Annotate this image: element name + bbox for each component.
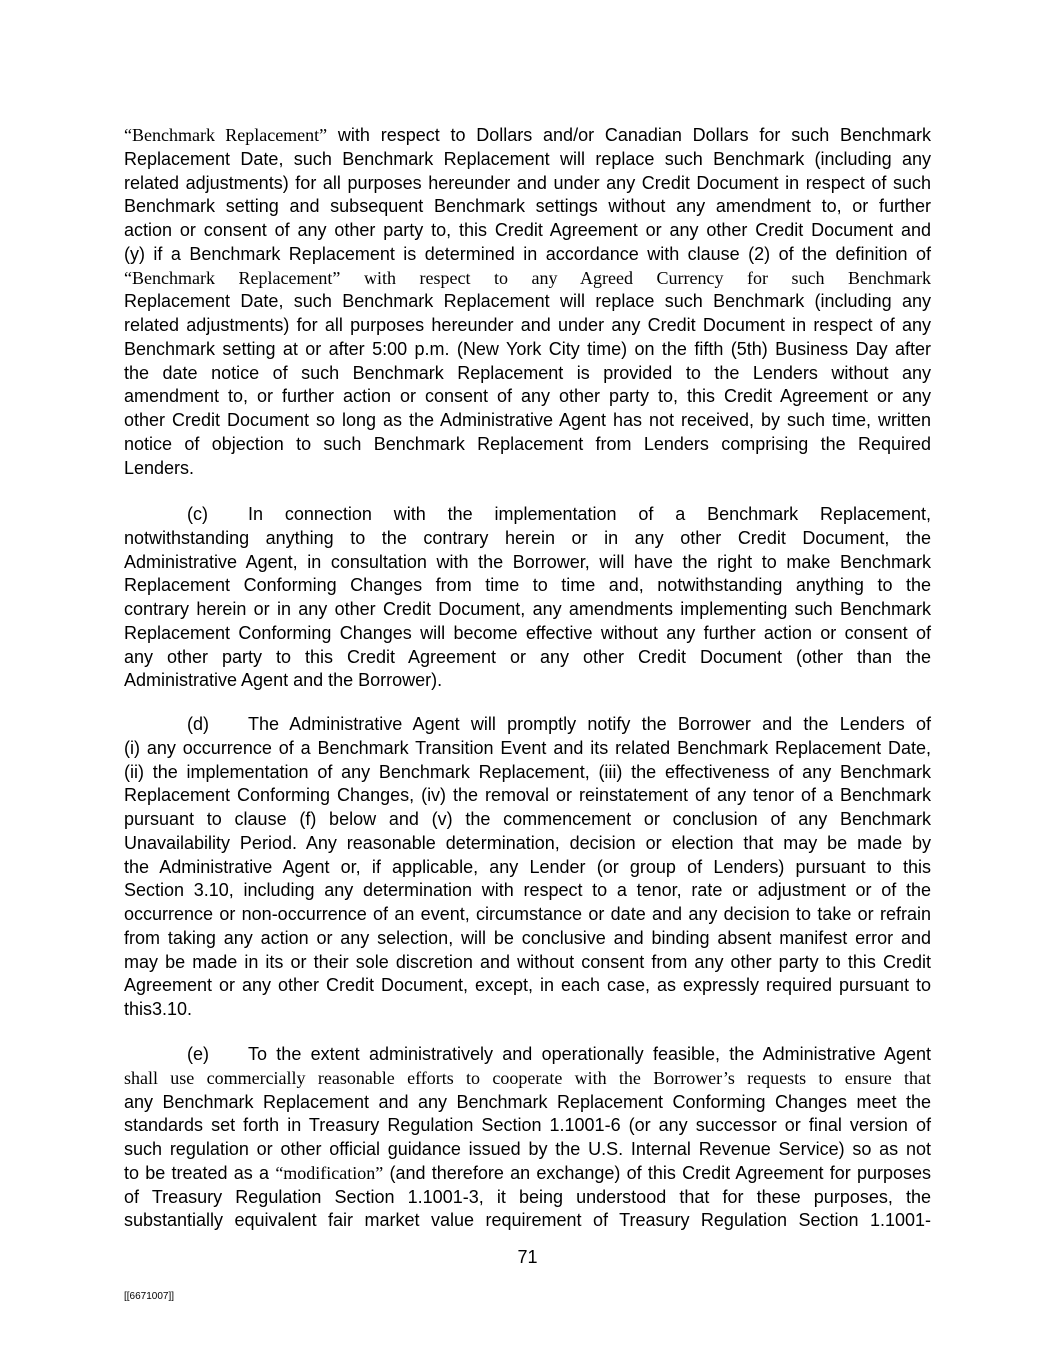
text-line: the Administrative Agent or, if applicable, any Lender (or group of Lenders) pursuant to this xyxy=(124,856,931,877)
line-text: (and therefore an exchange) of this Credit Agreement for purposes xyxy=(383,1162,931,1183)
paragraph-label-e: (e) xyxy=(187,1044,209,1064)
line-text: To the extent administratively and operationally feasible, the Administrative Agent xyxy=(248,1044,931,1064)
text-line: related adjustments) for all purposes hereunder and under any Credit Document in respect of such xyxy=(124,172,931,193)
text-line: Lenders. xyxy=(124,457,195,478)
text-line: action or consent of any other party to, this Credit Agreement or any other Credit Document and xyxy=(124,220,931,240)
text-line: Administrative Agent and the Borrower). xyxy=(124,670,443,691)
text-line: related adjustments) for all purposes hereunder and under any Credit Document in respect of any xyxy=(124,315,931,335)
line-text: to be treated as a xyxy=(124,1162,276,1183)
text-line: Benchmark setting and subsequent Benchmark settings without any amendment to, or further xyxy=(124,196,931,217)
text-line: (ii) the implementation of any Benchmark Replacement, (iii) the effectiveness of any Benchmark xyxy=(124,761,931,782)
paragraph-c xyxy=(124,503,931,693)
text-line: “Benchmark Replacement” with respect to any Agreed Currency for such Benchmark xyxy=(124,267,931,288)
text-line: any Benchmark Replacement and any Benchmark Replacement Conforming Changes meet the xyxy=(124,1091,931,1112)
text-line xyxy=(124,1043,931,1067)
text-line: the date notice of such Benchmark Replacement is provided to the Lenders without any xyxy=(124,362,931,383)
text-line xyxy=(124,713,931,737)
text-line xyxy=(124,124,931,148)
text-line: (i) any occurrence of a Benchmark Transition Event and its related Benchmark Replacement Date, xyxy=(124,737,931,758)
quoted-term: “modification” xyxy=(275,1162,384,1183)
text-line: Unavailability Period. Any reasonable determination, decision or election that may be made by xyxy=(124,832,931,853)
line-text: with respect to Dollars and/or Canadian Dollars for such Benchmark xyxy=(327,125,932,145)
text-line: this3.10. xyxy=(124,999,193,1019)
line-text: In connection with the implementation of a Benchmark Replacement, xyxy=(248,504,931,524)
text-line: Agreement or any other Credit Document, except, in each case, as expressly required pursuant to xyxy=(124,975,931,996)
text-line: Replacement Conforming Changes will become effective without any further action or consent of xyxy=(124,622,931,643)
text-line: contrary herein or in any other Credit Document, any amendments implementing such Benchmark xyxy=(124,599,931,619)
text-line: standards set forth in Treasury Regulation Section 1.1001-6 (or any successor or final version of xyxy=(124,1115,931,1136)
text-line: Benchmark setting at or after 5:00 p.m. (New York City time) on the fifth (5th) Business Day after xyxy=(124,338,931,359)
text-line: such regulation or other official guidance issued by the U.S. Internal Revenue Service) so as not xyxy=(124,1139,931,1159)
paragraph-e xyxy=(124,1043,931,1233)
paragraph-label-d: (d) xyxy=(187,714,209,734)
text-line: notwithstanding anything to the contrary herein or in any other Credit Document, the xyxy=(124,527,931,548)
text-line: pursuant to clause (f) below and (v) the commencement or conclusion of any Benchmark xyxy=(124,809,931,829)
text-line: notice of objection to such Benchmark Replacement from Lenders comprising the Required xyxy=(124,433,931,454)
text-line: any other party to this Credit Agreement or any other Credit Document (other than the xyxy=(124,646,931,667)
page-number: 71 xyxy=(517,1247,538,1267)
text-line: other Credit Document so long as the Administrative Agent has not received, by such time, written xyxy=(124,410,931,430)
line-text: The Administrative Agent will promptly notify the Borrower and the Lenders of xyxy=(248,714,931,734)
footer-document-id: [[6671007]] xyxy=(124,1291,175,1302)
text-line: Section 3.10, including any determination with respect to a tenor, rate or adjustment or of the xyxy=(124,880,931,901)
text-line: amendment to, or further action or consent of any other party to, this Credit Agreement or any xyxy=(124,386,931,407)
text-line: substantially equivalent fair market value requirement of Treasury Regulation Section 1.1001- xyxy=(124,1210,931,1231)
text-line: (y) if a Benchmark Replacement is determined in accordance with clause (2) of the definition of xyxy=(124,243,931,264)
text-line: Replacement Date, such Benchmark Replacement will replace such Benchmark (including any xyxy=(124,148,931,169)
text-line: may be made in its or their sole discretion and without consent from any other party to this Credit xyxy=(124,951,931,972)
text-line: Replacement Date, such Benchmark Replacement will replace such Benchmark (including any xyxy=(124,291,931,312)
paragraph-label-c: (c) xyxy=(187,504,208,524)
paragraph-intro xyxy=(124,124,931,480)
text-line: shall use commercially reasonable efforts to cooperate with the Borrower’s requests to ensure that xyxy=(124,1067,931,1088)
text-line xyxy=(124,503,931,527)
text-line: Administrative Agent, in consultation with the Borrower, will have the right to make Benchmark xyxy=(124,551,931,572)
text-line: from taking any action or any selection, will be conclusive and binding absent manifest error and xyxy=(124,927,931,948)
text-line: occurrence or non-occurrence of an event, circumstance or date and any decision to take or refrain xyxy=(124,904,931,924)
text-line: Replacement Conforming Changes, (iv) the removal or reinstatement of any tenor of a Benchmark xyxy=(124,785,931,806)
text-line: Replacement Conforming Changes from time to time and, notwithstanding anything to the xyxy=(124,575,931,596)
defined-term: “Benchmark Replacement” xyxy=(124,125,328,145)
text-line: of Treasury Regulation Section 1.1001-3, it being understood that for these purposes, the xyxy=(124,1186,931,1207)
text-line xyxy=(124,1162,931,1186)
paragraph-d xyxy=(124,713,931,1022)
